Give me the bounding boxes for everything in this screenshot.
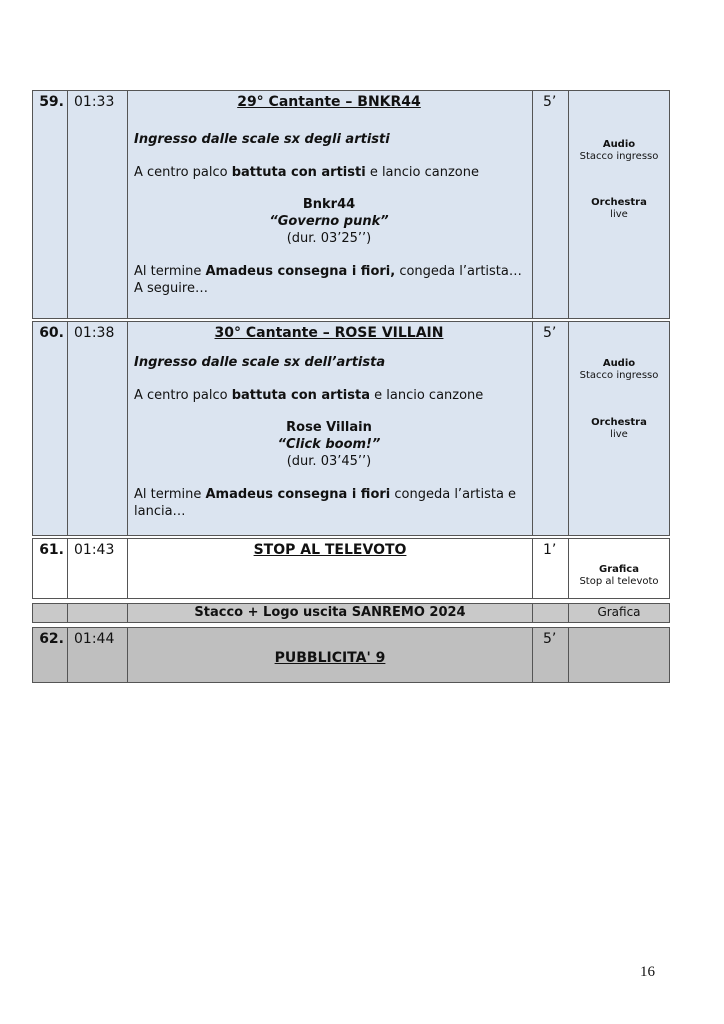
band-side: Grafica: [569, 604, 670, 623]
row-duration: 5’: [533, 91, 569, 319]
entry-note: Ingresso dalle scale sx dell’artista: [134, 355, 386, 370]
row-number: 60.: [33, 322, 68, 536]
orchestra-text: live: [610, 429, 628, 440]
closing-note: Al termine Amadeus consegna i fiori, congeda l’artista… A seguire…: [134, 264, 522, 296]
row-content: [128, 322, 533, 536]
segment-title: 29° Cantante – BNKR44: [237, 94, 421, 110]
song-title: “Governo punk”: [269, 214, 389, 229]
segment-title: PUBBLICITA' 9: [128, 628, 533, 683]
song-artist: Bnkr44: [302, 197, 356, 212]
row-cues: [569, 322, 670, 536]
song-block: [134, 419, 524, 470]
song-title: “Click boom!”: [277, 437, 381, 452]
segment-title: 30° Cantante – ROSE VILLAIN: [214, 325, 444, 341]
audio-label: Audio: [602, 358, 636, 369]
graphics-label: Grafica: [599, 564, 639, 575]
row-time: 01:44: [68, 628, 128, 683]
row-time: 01:38: [68, 322, 128, 536]
audio-text: Stacco ingresso: [579, 151, 659, 162]
orchestra-label: Orchestra: [591, 417, 647, 428]
band-empty-cell: [33, 604, 68, 623]
row-time: 01:43: [68, 539, 128, 599]
rundown-row-61: [32, 538, 670, 599]
band-empty-cell: [533, 604, 569, 623]
logo-band-row: [32, 603, 670, 623]
stage-note: A centro palco battuta con artista e lancio canzone: [134, 388, 484, 403]
row-cues: [569, 91, 670, 319]
song-artist: Rose Villain: [286, 420, 372, 435]
row-duration: 5’: [533, 628, 569, 683]
row-cues: [569, 628, 670, 683]
song-block: [134, 196, 524, 247]
song-duration: (dur. 03’25’’): [286, 231, 372, 246]
segment-title: STOP AL TELEVOTO: [253, 542, 407, 558]
rundown-row-60: [32, 321, 670, 536]
row-number: 62.: [33, 628, 68, 683]
rundown-row-62: [32, 627, 670, 683]
row-number: 61.: [33, 539, 68, 599]
song-duration: (dur. 03’45’’): [286, 454, 372, 469]
row-number: 59.: [33, 91, 68, 319]
closing-note: Al termine Amadeus consegna i fiori congeda l’artista e lancia…: [134, 487, 517, 519]
orchestra-label: Orchestra: [591, 197, 647, 208]
audio-text: Stacco ingresso: [579, 370, 659, 381]
row-time: 01:33: [68, 91, 128, 319]
page-number: 16: [640, 964, 655, 980]
row-content: [128, 91, 533, 319]
entry-note: Ingresso dalle scale sx degli artisti: [134, 132, 390, 147]
stage-note: A centro palco battuta con artisti e lancio canzone: [134, 165, 479, 180]
row-cues: [569, 539, 670, 599]
orchestra-text: live: [610, 209, 628, 220]
row-content: [128, 539, 533, 599]
audio-label: Audio: [602, 139, 636, 150]
row-duration: 5’: [533, 322, 569, 536]
rundown-row-59: [32, 90, 670, 319]
graphics-text: Stop al televoto: [579, 576, 659, 587]
band-text: Stacco + Logo uscita SANREMO 2024: [128, 604, 533, 623]
row-duration: 1’: [533, 539, 569, 599]
band-empty-cell: [68, 604, 128, 623]
